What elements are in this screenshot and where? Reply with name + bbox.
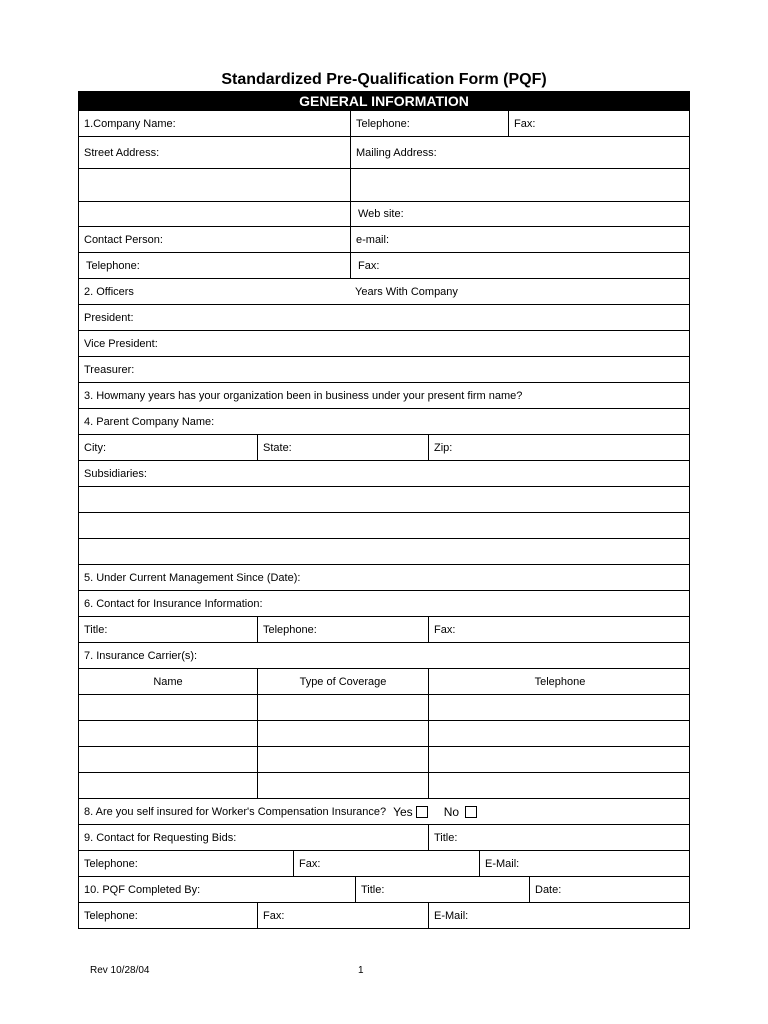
completed-by-title-label: Title: (361, 883, 385, 896)
bid-telephone-field[interactable] (79, 851, 293, 876)
insurance-fax-label: Fax: (434, 623, 456, 636)
email-label: e-mail: (356, 233, 390, 246)
state-field[interactable] (257, 435, 428, 460)
row-bid-contact (78, 825, 690, 851)
insurance-title-label: Title: (84, 623, 108, 636)
no-label: No (443, 804, 460, 819)
table-row (78, 695, 690, 721)
completed-email-field[interactable] (428, 903, 691, 928)
completed-fax-field[interactable] (257, 903, 428, 928)
row-contact-phone (78, 253, 690, 279)
row-officers (78, 279, 690, 305)
treasurer-field[interactable] (79, 357, 691, 382)
bid-email-field[interactable] (479, 851, 691, 876)
insurance-contact-label: 6. Contact for Insurance Information: (84, 597, 263, 610)
row-address-blank (78, 169, 690, 202)
zip-label: Zip: (434, 441, 453, 454)
row-vice-president (78, 331, 690, 357)
row-treasurer (78, 357, 690, 383)
bid-contact-label: 9. Contact for Requesting Bids: (84, 831, 237, 844)
years-with-company-heading (350, 279, 691, 304)
row-years-in-business (78, 383, 690, 409)
treasurer-label: Treasurer: (84, 363, 135, 376)
carrier-name-column-header (79, 669, 257, 694)
yes-checkbox[interactable] (416, 806, 428, 818)
coverage-column-header (257, 669, 428, 694)
insurance-contact-field[interactable] (79, 591, 691, 616)
contact-fax-field[interactable] (350, 253, 691, 278)
yes-label: Yes (393, 804, 413, 819)
contact-telephone-field[interactable] (79, 253, 350, 278)
self-insured-label: 8. Are you self insured for Worker's Compensation Insurance? (84, 805, 387, 818)
mailing-address-label: Mailing Address: (356, 146, 437, 159)
years-in-business-field[interactable] (79, 383, 691, 408)
officers-label: 2. Officers (84, 285, 134, 298)
parent-company-field[interactable] (79, 409, 691, 434)
web-site-label: Web site: (358, 208, 404, 220)
contact-telephone-label: Telephone: (86, 259, 140, 272)
row-subsidiaries-blank-1 (78, 487, 690, 513)
contact-person-label: Contact Person: (84, 233, 163, 246)
subsidiaries-label: Subsidiaries: (84, 467, 147, 480)
row-parent-company (78, 409, 690, 435)
row-web-site (78, 202, 690, 227)
years-in-business-label: 3. Howmany years has your organization been in business under your present firm name? (84, 389, 523, 402)
carrier-name-cell[interactable] (79, 747, 257, 772)
bid-telephone-label: Telephone: (84, 857, 138, 870)
coverage-header-label: Type of Coverage (299, 675, 387, 688)
subsidiaries-line-1[interactable] (79, 487, 691, 512)
subsidiaries-field[interactable] (79, 461, 691, 486)
mailing-address-line-2[interactable] (350, 169, 691, 201)
row-completed-by-details (78, 903, 690, 929)
bid-contact-title-label: Title: (434, 831, 458, 844)
carrier-telephone-cell[interactable] (428, 773, 691, 798)
row-contact-person (78, 227, 690, 253)
completed-telephone-label: Telephone: (84, 909, 138, 922)
completed-date-label: Date: (535, 883, 562, 896)
pqf-form-table (78, 111, 690, 929)
carrier-telephone-cell[interactable] (428, 747, 691, 772)
bid-fax-field[interactable] (293, 851, 479, 876)
president-label: President: (84, 311, 134, 324)
city-field[interactable] (79, 435, 257, 460)
table-row (78, 747, 690, 773)
row-insurance-contact-details (78, 617, 690, 643)
carrier-telephone-cell[interactable] (428, 695, 691, 720)
row-subsidiaries-blank-2 (78, 513, 690, 539)
subsidiaries-line-2[interactable] (79, 513, 691, 538)
row-insurance-carriers (78, 643, 690, 669)
street-address-label: Street Address: (84, 146, 160, 159)
row-self-insured (78, 799, 690, 825)
president-field[interactable] (79, 305, 691, 330)
city-label: City: (84, 441, 106, 454)
carrier-coverage-cell[interactable] (257, 773, 428, 798)
current-management-label: 5. Under Current Management Since (Date): (84, 571, 301, 584)
row-president (78, 305, 690, 331)
no-checkbox[interactable] (465, 806, 477, 818)
carrier-name-cell[interactable] (79, 773, 257, 798)
carrier-coverage-cell[interactable] (257, 695, 428, 720)
years-with-company-label: Years With Company (355, 285, 458, 298)
telephone-label: Telephone: (356, 117, 410, 130)
web-site-field[interactable] (350, 202, 691, 226)
revision-footer: Rev 10/28/04 (90, 965, 150, 976)
bid-fax-label: Fax: (299, 857, 321, 870)
carrier-name-header-label: Name (153, 675, 183, 688)
insurance-title-field[interactable] (79, 617, 257, 642)
vice-president-label: Vice President: (84, 337, 158, 350)
carrier-name-cell[interactable] (79, 695, 257, 720)
subsidiaries-line-3[interactable] (79, 539, 691, 564)
completed-by-title-field[interactable] (355, 877, 529, 902)
street-address-line-2[interactable] (79, 169, 350, 201)
carriers-table-header (78, 669, 690, 695)
bid-contact-title-field[interactable] (428, 825, 691, 850)
contact-fax-label: Fax: (358, 259, 380, 272)
insurance-carriers-label: 7. Insurance Carrier(s): (84, 649, 198, 662)
completed-telephone-field[interactable] (79, 903, 257, 928)
row-address (78, 137, 690, 169)
officers-heading (79, 279, 350, 304)
street-address-field[interactable] (79, 137, 350, 168)
completed-date-field[interactable] (529, 877, 691, 902)
insurance-fax-field[interactable] (428, 617, 691, 642)
state-label: State: (263, 441, 292, 454)
carrier-name-cell[interactable] (79, 721, 257, 746)
row-company-name (78, 111, 690, 137)
row-insurance-contact (78, 591, 690, 617)
table-row (78, 773, 690, 799)
self-insured-question (79, 799, 691, 824)
row-city-state-zip (78, 435, 690, 461)
completed-by-field[interactable] (79, 877, 355, 902)
fax-label: Fax: (514, 117, 536, 130)
mailing-address-field[interactable] (350, 137, 691, 168)
page-number: 1 (358, 965, 364, 976)
telephone-field[interactable] (350, 111, 508, 136)
form-title: Standardized Pre-Qualification Form (PQF) (221, 71, 547, 88)
completed-email-label: E-Mail: (434, 909, 469, 922)
insurance-telephone-field[interactable] (257, 617, 428, 642)
row-completed-by (78, 877, 690, 903)
carrier-coverage-cell[interactable] (257, 721, 428, 746)
table-row (78, 721, 690, 747)
company-name-label: 1.Company Name: (84, 117, 176, 130)
zip-field[interactable] (428, 435, 691, 460)
parent-company-label: 4. Parent Company Name: (84, 415, 215, 428)
carrier-coverage-cell[interactable] (257, 747, 428, 772)
row-subsidiaries-blank-3 (78, 539, 690, 565)
completed-by-label: 10. PQF Completed By: (84, 883, 201, 896)
row-bid-contact-details (78, 851, 690, 877)
company-name-field[interactable] (79, 111, 350, 136)
insurance-carriers-heading (79, 643, 691, 668)
carrier-telephone-header-label: Telephone (534, 675, 586, 688)
section-header: GENERAL INFORMATION (78, 91, 690, 111)
insurance-telephone-label: Telephone: (263, 623, 317, 636)
row-current-management (78, 565, 690, 591)
address-line-3[interactable] (79, 202, 350, 226)
vice-president-field[interactable] (79, 331, 691, 356)
bid-email-label: E-Mail: (485, 857, 520, 870)
carrier-telephone-cell[interactable] (428, 721, 691, 746)
bid-contact-field[interactable] (79, 825, 428, 850)
current-management-field[interactable] (79, 565, 691, 590)
row-subsidiaries (78, 461, 690, 487)
contact-person-field[interactable] (79, 227, 350, 252)
email-field[interactable] (350, 227, 691, 252)
fax-field[interactable] (508, 111, 691, 136)
completed-fax-label: Fax: (263, 909, 285, 922)
carrier-telephone-column-header (428, 669, 691, 694)
